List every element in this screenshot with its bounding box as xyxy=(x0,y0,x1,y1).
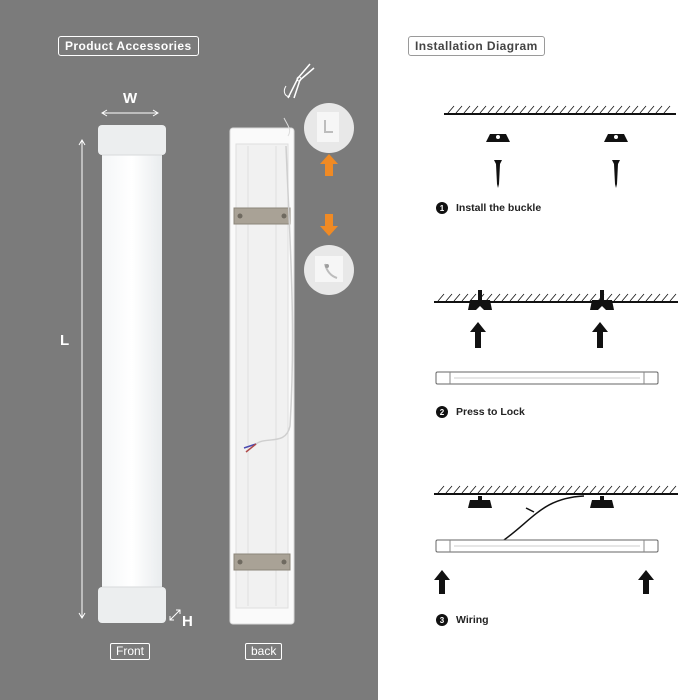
length-label: L xyxy=(60,332,70,349)
detail-circle-bottom xyxy=(303,244,355,296)
front-light-fixture xyxy=(98,125,166,623)
step3-diagram xyxy=(434,478,678,594)
step2-number-badge: 2 xyxy=(436,406,448,418)
step2-diagram xyxy=(434,286,678,392)
step1-label: Install the buckle xyxy=(456,202,542,214)
height-label: H xyxy=(182,613,193,630)
detail-circle-top xyxy=(303,102,355,154)
height-dimension-arrow xyxy=(168,608,182,622)
orange-up-arrow-icon xyxy=(320,154,338,176)
product-accessories-title: Product Accessories xyxy=(58,36,199,56)
back-light-fixture xyxy=(226,126,298,626)
step1-number-badge: 1 xyxy=(436,202,448,214)
step3-caption xyxy=(436,614,489,626)
installation-diagram-title: Installation Diagram xyxy=(408,36,545,56)
step2-caption xyxy=(436,406,525,418)
step3-label: Wiring xyxy=(456,614,489,626)
step3-number-badge: 3 xyxy=(436,614,448,626)
width-label: W xyxy=(123,90,138,107)
length-dimension-arrow xyxy=(77,138,87,620)
step1-diagram xyxy=(444,104,676,194)
back-view-label: back xyxy=(245,643,282,660)
installation-diagram-panel xyxy=(378,0,700,700)
width-dimension-arrow xyxy=(100,108,160,118)
step1-caption xyxy=(436,202,541,214)
step2-label: Press to Lock xyxy=(456,406,525,418)
pliers-icon xyxy=(282,60,316,100)
orange-down-arrow-icon xyxy=(320,214,338,236)
front-view-label: Front xyxy=(110,643,150,660)
